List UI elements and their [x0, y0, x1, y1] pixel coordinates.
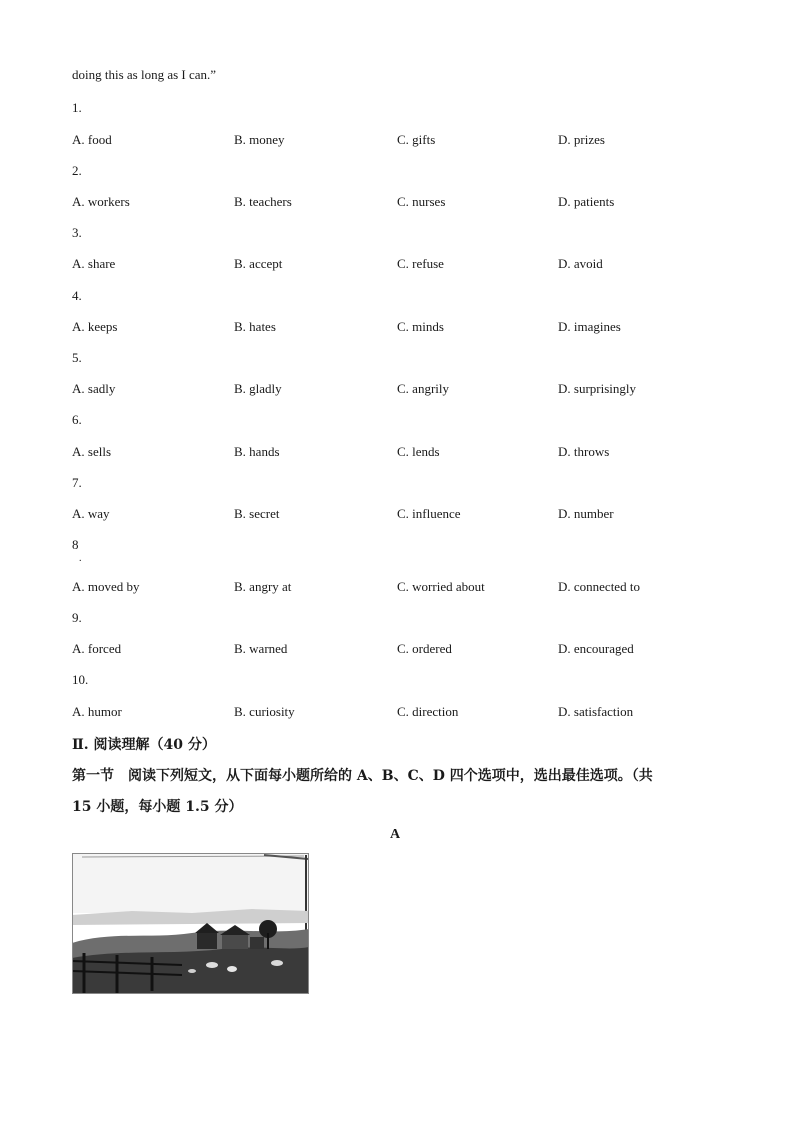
option-b: B. curiosity — [234, 704, 295, 719]
option-b: B. angry at — [234, 579, 292, 594]
option-c: C. lends — [397, 444, 440, 459]
option-c: C. ordered — [397, 641, 452, 656]
option-d: D. encouraged — [558, 641, 634, 656]
instructions-line-2: 15 小题，每小题 1.5 分） — [72, 799, 243, 815]
option-a: A. sells — [72, 444, 111, 459]
option-c: C. refuse — [397, 256, 444, 271]
passage-label: A — [390, 827, 401, 842]
question-number: 4. — [72, 288, 82, 303]
option-b: B. warned — [234, 641, 288, 656]
question-number: 5. — [72, 350, 82, 365]
passage-illustration — [72, 853, 309, 994]
option-a: A. humor — [72, 704, 122, 719]
question-number: 8 — [72, 537, 79, 552]
option-a: A. share — [72, 256, 116, 271]
option-d: D. avoid — [558, 256, 603, 271]
question-number: 2. — [72, 163, 82, 178]
option-b: B. teachers — [234, 194, 292, 209]
option-d: D. connected to — [558, 579, 640, 594]
instructions-line-1: 第一节 阅读下列短文，从下面每小题所给的 A、B、C、D 四个选项中，选出最佳选项。（共 — [72, 768, 653, 784]
question-8-mark: . — [79, 553, 82, 564]
option-d: D. satisfaction — [558, 704, 634, 719]
option-a: A. workers — [72, 194, 130, 209]
option-b: B. hands — [234, 444, 280, 459]
option-c: C. direction — [397, 704, 459, 719]
option-d: D. prizes — [558, 132, 605, 147]
option-c: C. nurses — [397, 194, 446, 209]
question-number: 3. — [72, 225, 82, 240]
option-a: A. forced — [72, 641, 122, 656]
option-d: D. patients — [558, 194, 615, 209]
option-d: D. surprisingly — [558, 381, 636, 396]
option-b: B. secret — [234, 506, 280, 521]
option-d: D. imagines — [558, 319, 621, 334]
question-number: 10. — [72, 672, 89, 687]
option-b: B. hates — [234, 319, 276, 334]
question-number: 7. — [72, 475, 82, 490]
option-a: A. moved by — [72, 579, 140, 594]
option-c: C. angrily — [397, 381, 449, 396]
option-c: C. minds — [397, 319, 444, 334]
question-number: 9. — [72, 610, 82, 625]
option-d: D. throws — [558, 444, 610, 459]
question-number: 1. — [72, 100, 82, 115]
option-c: C. gifts — [397, 132, 436, 147]
option-a: A. way — [72, 506, 110, 521]
option-b: B. gladly — [234, 381, 282, 396]
lead-text: doing this as long as I can.” — [72, 67, 217, 82]
option-a: A. food — [72, 132, 112, 147]
option-b: B. money — [234, 132, 285, 147]
option-a: A. sadly — [72, 381, 116, 396]
option-c: C. worried about — [397, 579, 485, 594]
question-number: 6. — [72, 412, 82, 427]
section-heading: Ⅱ. 阅读理解（40 分） — [72, 737, 216, 753]
option-a: A. keeps — [72, 319, 118, 334]
option-c: C. influence — [397, 506, 461, 521]
option-d: D. number — [558, 506, 614, 521]
option-b: B. accept — [234, 256, 283, 271]
